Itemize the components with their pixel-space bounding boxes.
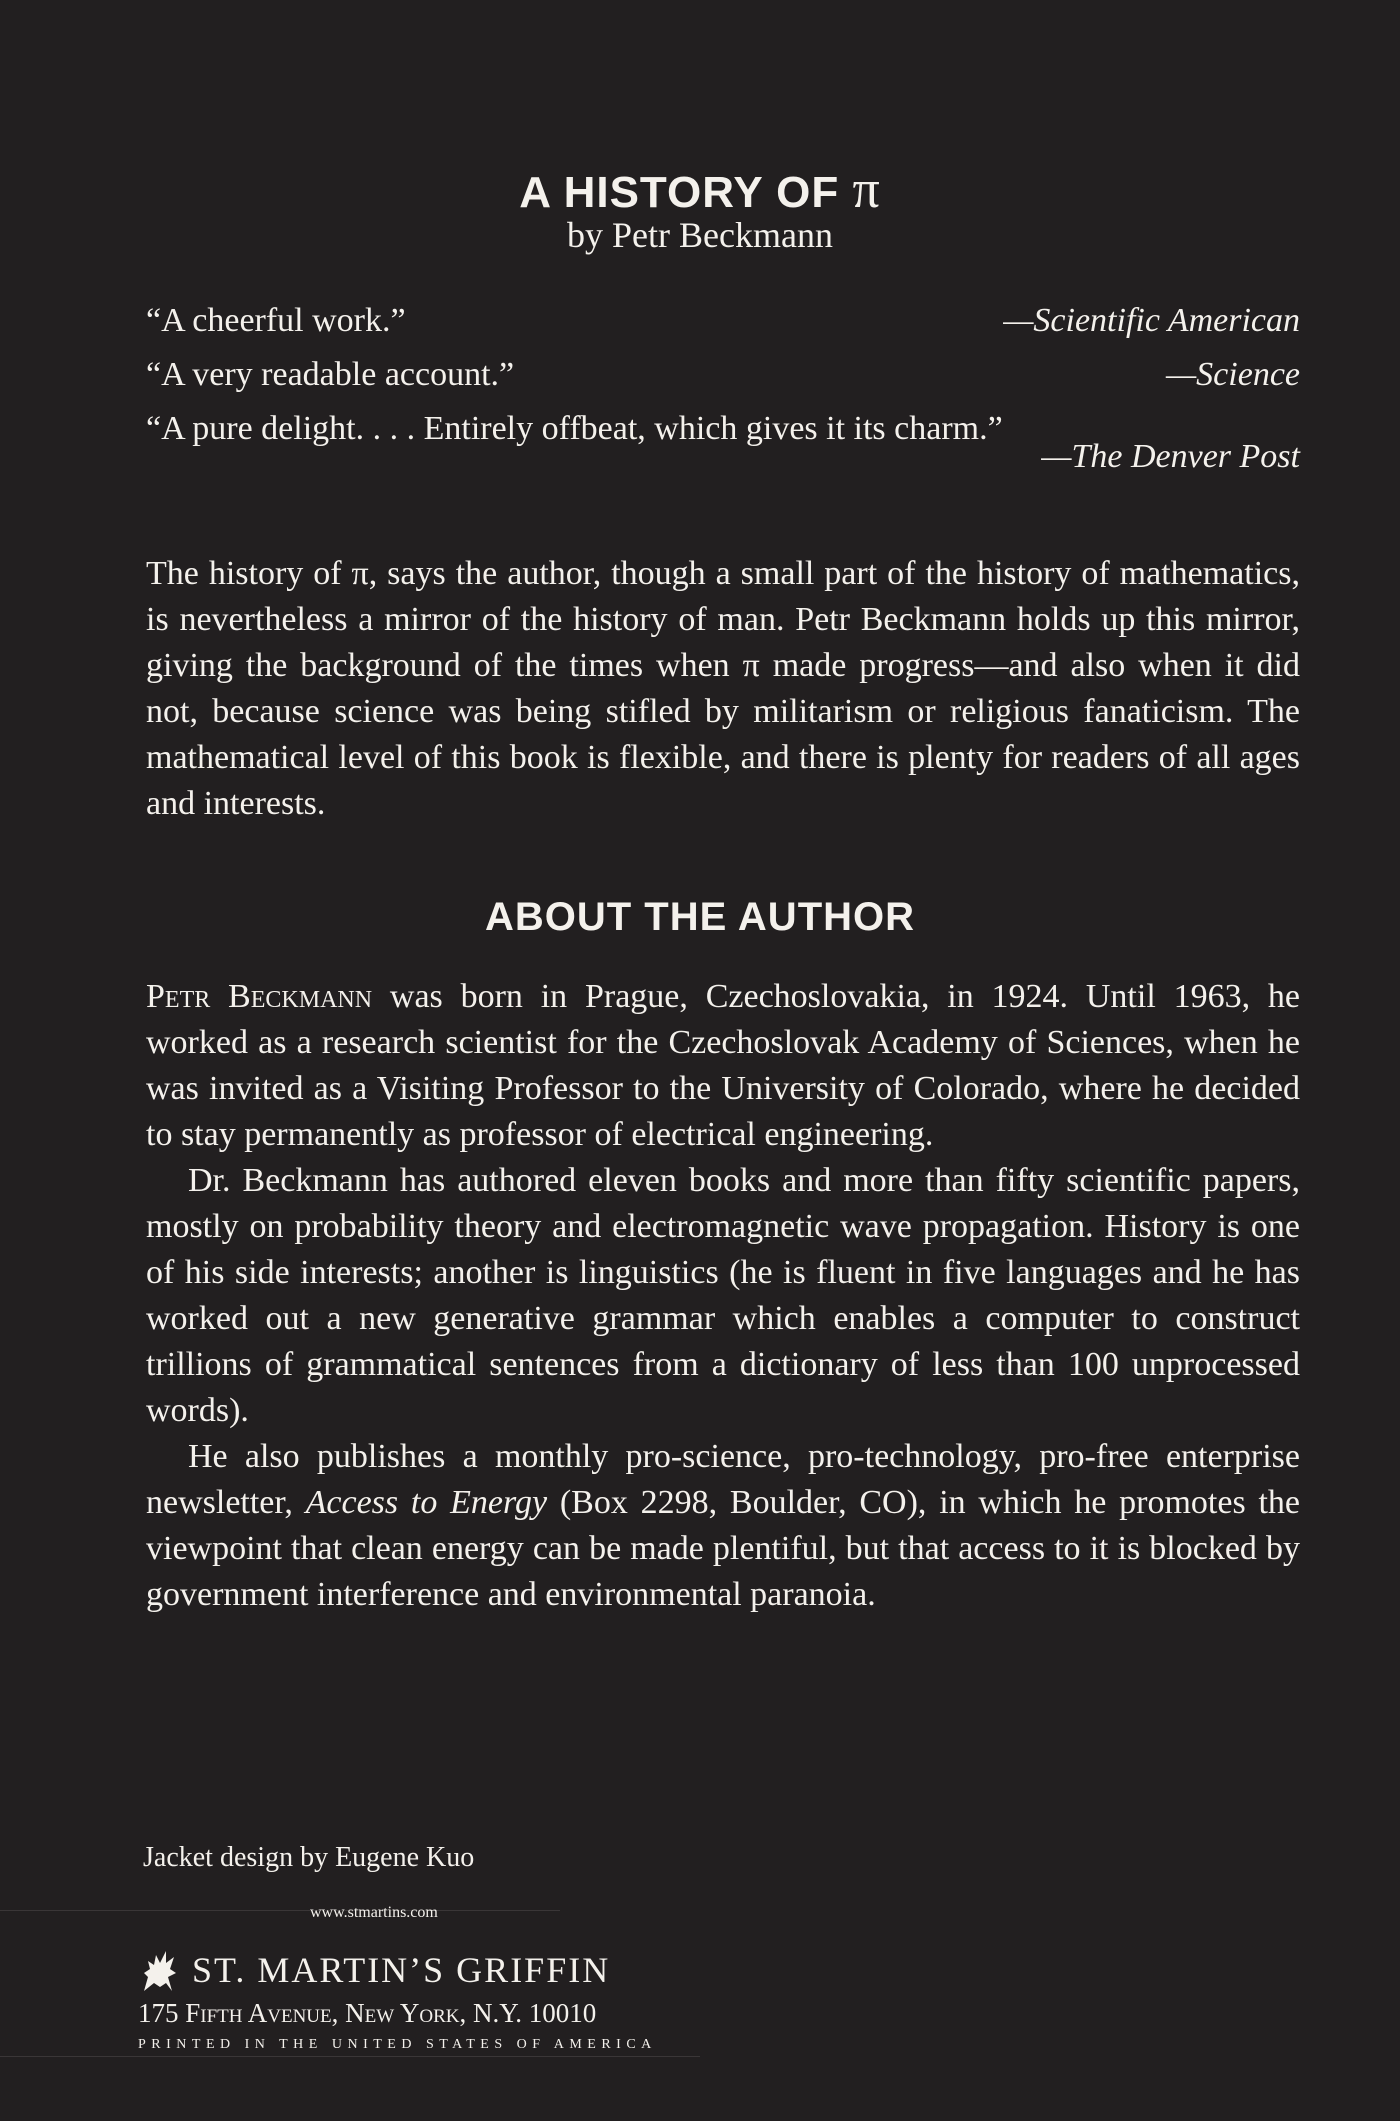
publisher-address: 175 Fifth Avenue, New York, N.Y. 10010	[138, 1998, 597, 2028]
book-title: A HISTORY OF π	[519, 159, 881, 219]
quote-row	[146, 356, 1300, 410]
bio-paragraph: Dr. Beckmann has authored eleven books and more than fifty scientific papers, mostly on probability theory and electromagnetic wave propagation. History is one of his side interests; another is linguistics (he is fluent in five languages and he has worked out a new generative grammar which enables a computer to construct trillions of grammatical sentences from a dictionary of less than 100 unprocessed words).	[146, 1162, 1300, 1429]
byline: by Petr Beckmann	[567, 215, 833, 255]
publisher-name: ST. MARTIN’S GRIFFIN	[192, 1950, 611, 1990]
quote-text: “A pure delight. . . . Entirely offbeat, which gives it its charm.”	[146, 410, 1003, 447]
about-author-heading: ABOUT THE AUTHOR	[484, 895, 916, 939]
griffin-logo-icon	[138, 1947, 180, 1993]
bio-paragraph: He also publishes a monthly pro-science, pro-technology, pro-free enterprise newsletter, Access to Energy (Box 2298, Boulder, CO), in which he promotes the viewpoint that clean energy can be made plentiful, but that access to it is blocked by government interference and environmental paranoia.	[146, 1438, 1301, 1613]
quote-text: “A cheerful work.”	[146, 302, 406, 339]
divider	[0, 1910, 560, 1911]
quote-row	[146, 302, 1300, 356]
quote-row	[146, 410, 1300, 476]
publisher-block	[138, 1947, 610, 1993]
pi-symbol: π	[852, 159, 881, 219]
printed-in: PRINTED IN THE UNITED STATES OF AMERICA	[138, 2037, 657, 2052]
newsletter-title: Access to Energy	[305, 1484, 548, 1521]
author-bio	[146, 974, 1300, 1618]
publisher-url[interactable]: www.stmartins.com	[310, 1904, 438, 1921]
jacket-credit: Jacket design by Eugene Kuo	[143, 1842, 475, 1873]
quote-text: “A very readable account.”	[146, 356, 515, 393]
quote-source: —Scientific American	[1003, 302, 1300, 339]
bio-paragraph: Petr Beckmann was born in Prague, Czechoslovakia, in 1924. Until 1963, he worked as a research scientist for the Czechoslovak Academy of Sciences, when he was invited as a Visiting Professor to the University of Colorado, where he decided to stay permanently as professor of electrical engineering.	[146, 978, 1300, 1153]
divider	[0, 2056, 700, 2057]
author-name: Petr Beckmann	[146, 978, 373, 1015]
review-quotes	[146, 302, 1300, 476]
quote-source: —The Denver Post	[1041, 438, 1300, 475]
quote-source: —Science	[1165, 356, 1300, 393]
book-description: The history of π, says the author, though a small part of the history of mathematics, is nevertheless a mirror of the history of man. Petr Beckmann holds up this mirror, giving the background of the times when π made progress—and also when it did not, because science was being stifled by militarism or religious fanaticism. The mathematical level of this book is flexible, and there is plenty for readers of all ages and interests.	[146, 555, 1300, 822]
